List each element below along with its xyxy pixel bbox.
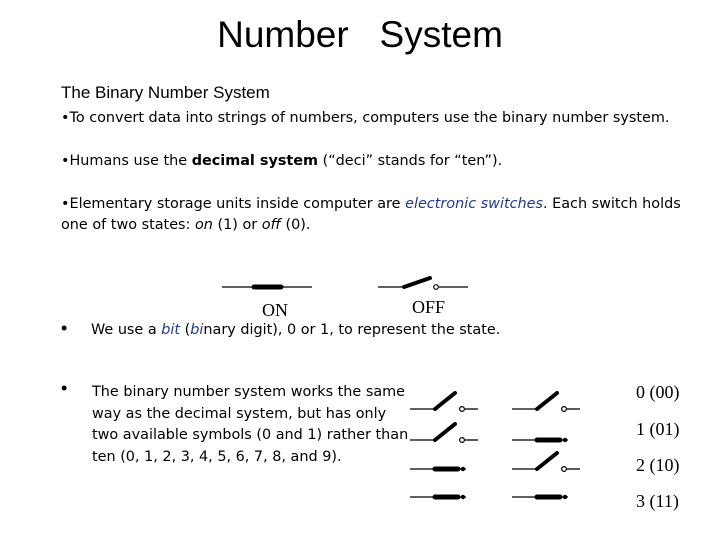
on-switch-label: ON [262, 300, 288, 320]
state-label: 3 (11) [636, 491, 679, 511]
bullet-humans-pre: •Humans use the [61, 153, 192, 169]
bullet-marker: • [61, 378, 68, 398]
switch-on-icon [410, 495, 466, 499]
switch-off-icon [512, 393, 580, 411]
bullet-marker: • [61, 318, 68, 338]
bit-term: bit [161, 322, 181, 338]
section-subtitle: The Binary Number System [61, 83, 270, 102]
on-off-switch-illustration [222, 278, 468, 289]
switch-on-icon [512, 495, 568, 499]
switch-on-icon [410, 467, 466, 471]
on-term: on [194, 217, 213, 233]
bit-line-paren: ( [180, 322, 191, 338]
bullet-humans-post: (“deci” stands for “ten”). [318, 153, 503, 169]
bullet-storage-one: (1) or [212, 217, 262, 233]
bit-line-pre: We use a [91, 322, 162, 338]
binary-explanation-paragraph: The binary number system works the same way as the decimal system, but has only two available symbols (0 and 1) rather than ten (0, 1, 2, 3, 4, 5, 6, 7, 8, and 9). [92, 384, 409, 465]
off-switch-label: OFF [412, 297, 446, 317]
switch-grid [410, 393, 580, 499]
bullet-storage-pre: •Elementary storage units inside computer are [61, 196, 406, 212]
bullet-bit [91, 320, 611, 341]
state-label: 2 (10) [636, 455, 680, 475]
off-switch-illustration [378, 278, 468, 289]
state-label: 0 (00) [636, 382, 680, 402]
bullet-convert: •To convert data into strings of numbers, computers use the binary number system. [61, 110, 670, 126]
switch-off-icon [410, 424, 478, 442]
binary-rest: nary digit [203, 322, 273, 338]
electronic-switches-term: electronic switches [405, 196, 543, 212]
bit-line-post: ), 0 or 1, to represent the state. [272, 322, 501, 338]
binary-bi-term: bi [190, 322, 204, 338]
switch-on-icon [512, 438, 568, 442]
bullet-storage-zero: (0). [280, 217, 311, 233]
switch-off-icon [512, 453, 580, 471]
state-label: 1 (01) [636, 419, 680, 439]
switch-off-icon [410, 393, 478, 411]
page-title: Number System [217, 14, 503, 55]
decimal-system-term: decimal system [191, 153, 319, 169]
off-term: off [261, 217, 281, 233]
bullet-storage-mid: . Each switch holds one of two states: [61, 196, 681, 233]
